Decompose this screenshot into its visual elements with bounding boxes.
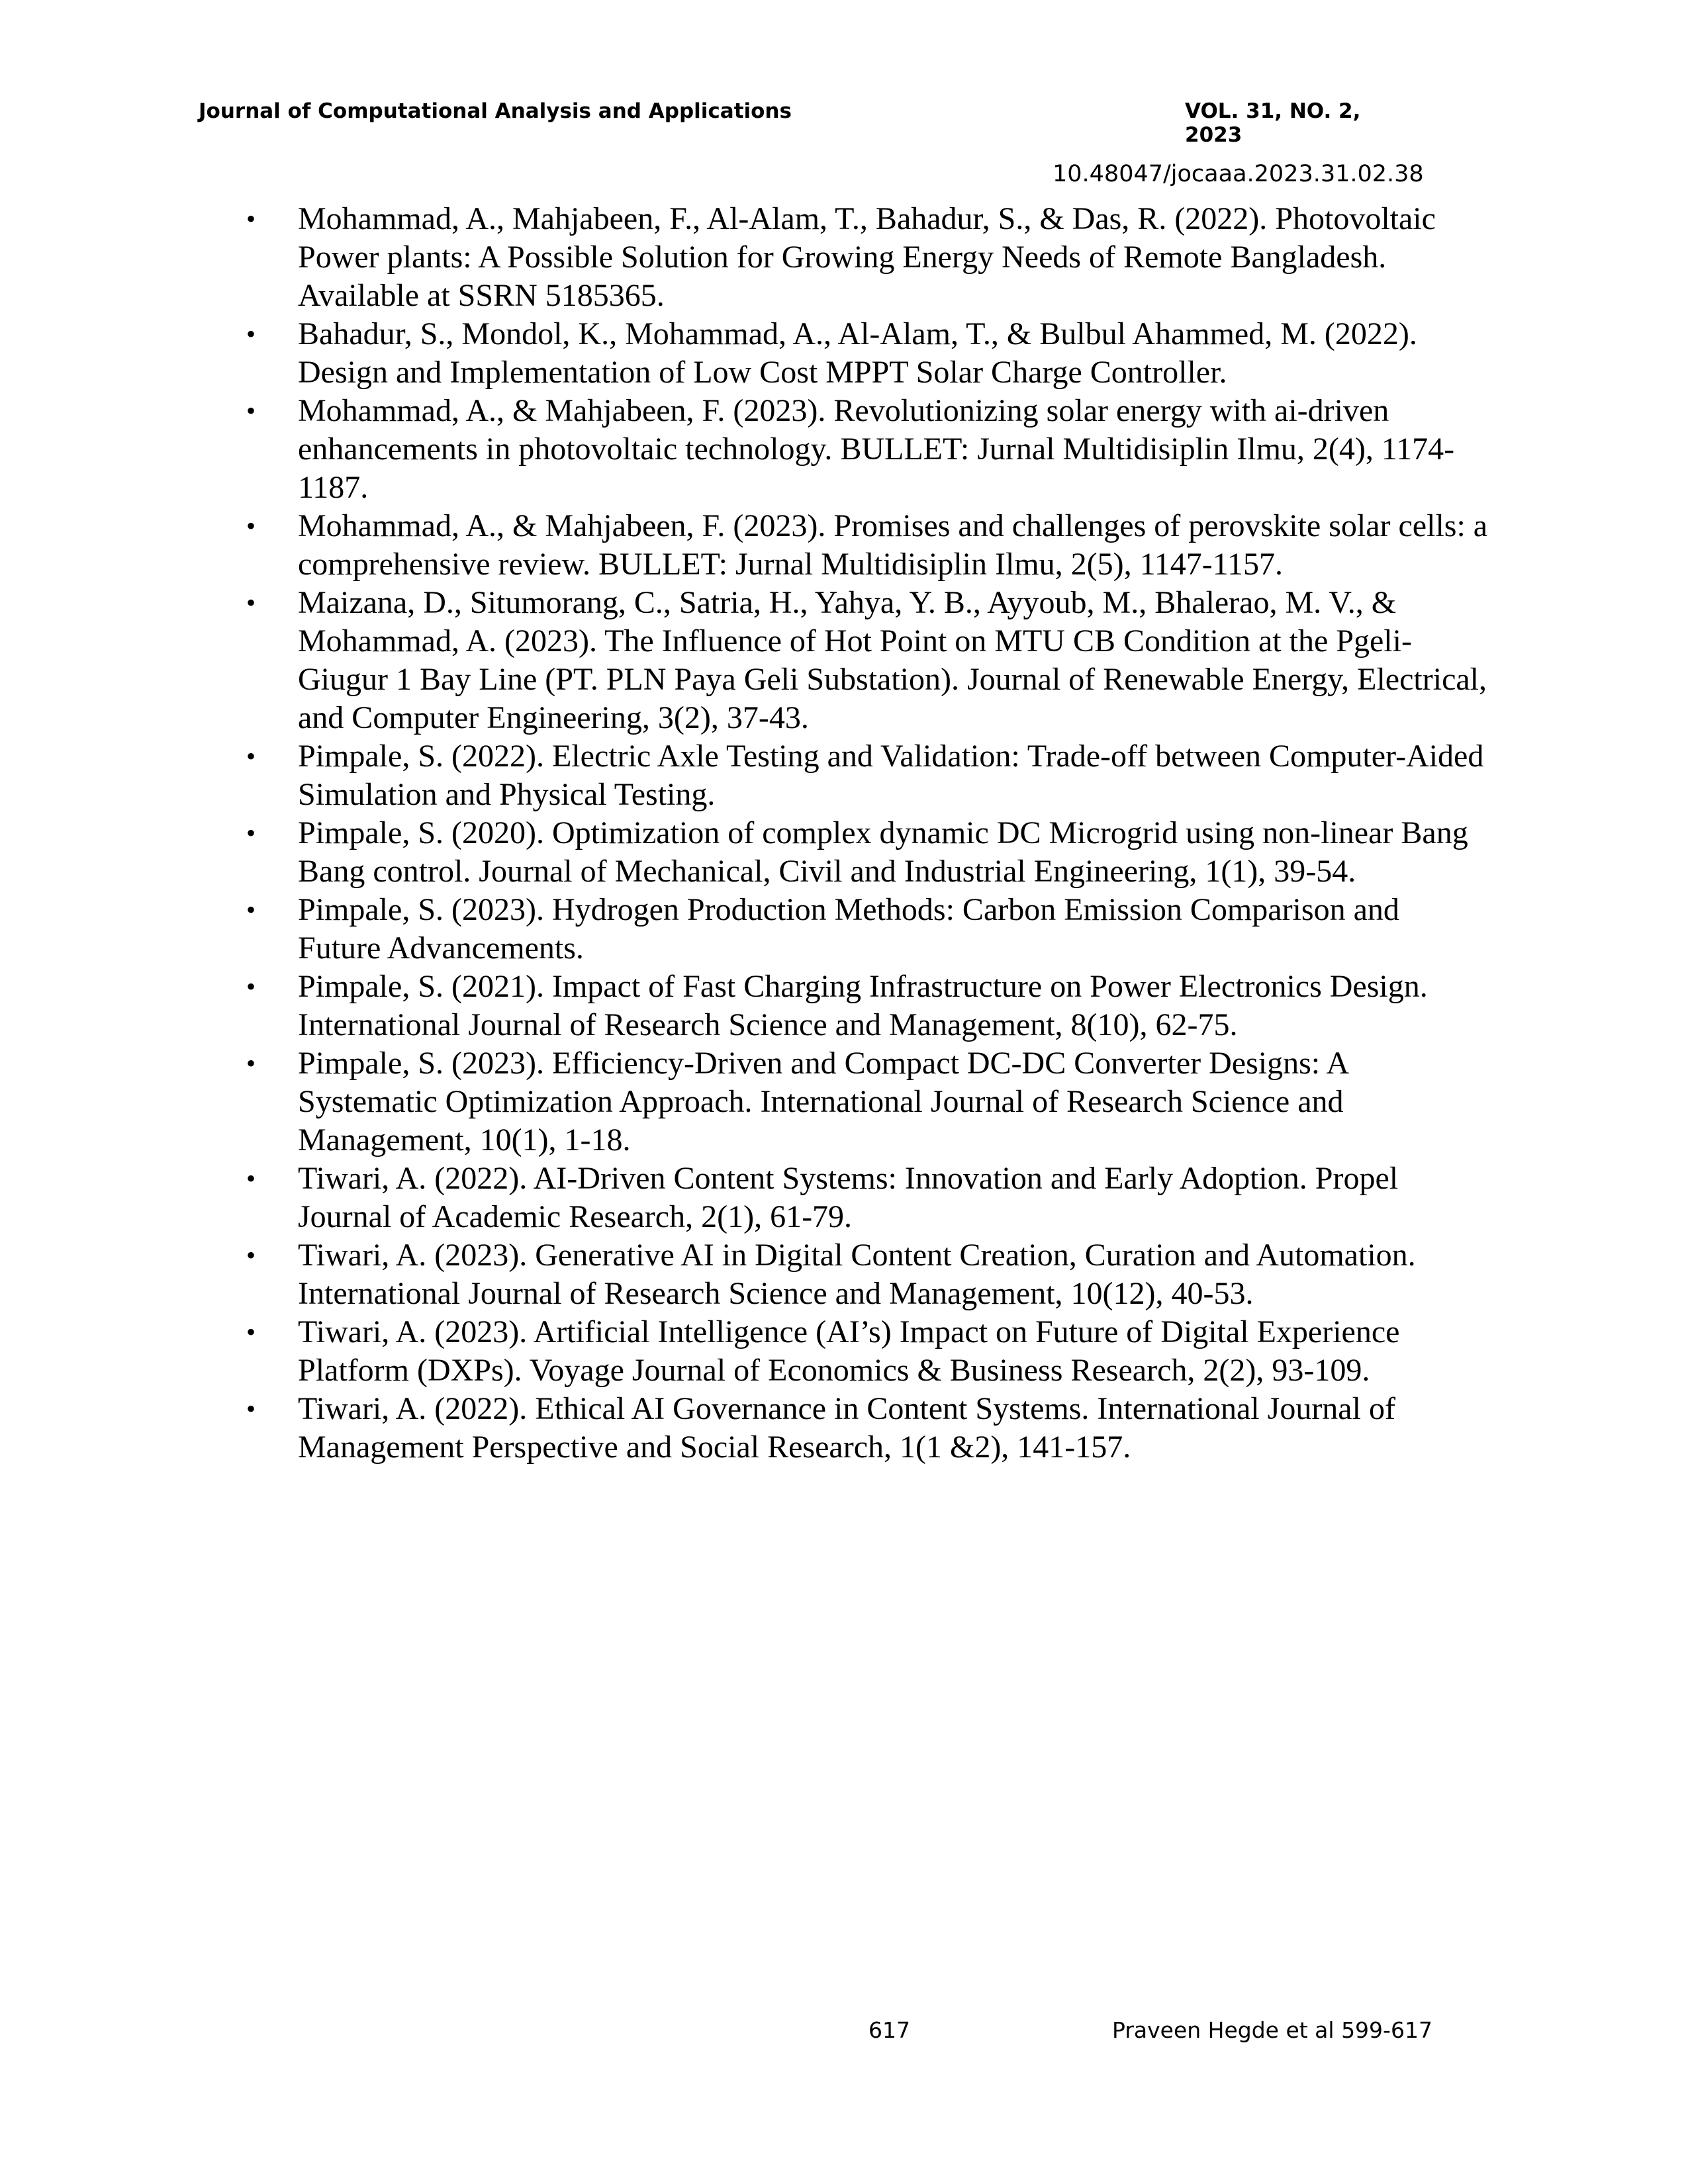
reference-item [246,891,1489,968]
bullet-icon: • [246,1048,256,1078]
bullet-icon: • [246,511,256,541]
reference-text: Tiwari, A. (2023). Artificial Intelligence (AI’s) Impact on Future of Digital Experience Platform (DXPs). Voyage Journal of Economics & Business Research, 2(2), 93-109. [298,1314,1400,1388]
bullet-icon: • [246,1317,256,1347]
bullet-icon: • [246,895,256,925]
reference-item [246,968,1489,1044]
journal-name: Journal of Computational Analysis and Applications [199,99,792,123]
bullet-icon: • [246,1163,256,1193]
reference-text: Tiwari, A. (2023). Generative AI in Digital Content Creation, Curation and Automation. International Journal of Research Science and Management, 10(12), 40-53. [298,1238,1416,1311]
reference-item [246,1313,1489,1390]
reference-text: Tiwari, A. (2022). Ethical AI Governance in Content Systems. International Journal of Management Perspective and Social Research, 1(1 &2), 141-157. [298,1391,1395,1465]
running-header [199,99,1423,147]
reference-text: Mohammad, A., Mahjabeen, F., Al-Alam, T., Bahadur, S., & Das, R. (2022). Photovoltaic Power plants: A Possible Solution for Growing Energy Needs of Remote Bangladesh. Available at SSRN 5185365. [298,201,1436,313]
reference-text: Pimpale, S. (2023). Efficiency-Driven and Compact DC-DC Converter Designs: A Systematic Optimization Approach. International Journal of Research Science and Management, 10(1), 1-18. [298,1046,1348,1158]
reference-item [246,1236,1489,1313]
reference-text: Mohammad, A., & Mahjabeen, F. (2023). Promises and challenges of perovskite solar cells: a comprehensive review. BULLET: Jurnal Multidisiplin Ilmu, 2(5), 1147-1157. [298,508,1488,582]
reference-text: Pimpale, S. (2021). Impact of Fast Charging Infrastructure on Power Electronics Design. International Journal of Research Science and Management, 8(10), 62-75. [298,969,1428,1042]
reference-text: Tiwari, A. (2022). AI-Driven Content Systems: Innovation and Early Adoption. Propel Journal of Academic Research, 2(1), 61-79. [298,1161,1399,1234]
bullet-icon: • [246,741,256,771]
bullet-icon: • [246,1394,256,1424]
bullet-icon: • [246,1240,256,1270]
reference-text: Pimpale, S. (2020). Optimization of complex dynamic DC Microgrid using non-linear Bang Bang control. Journal of Mechanical, Civil and Industrial Engineering, 1(1), 39-54. [298,815,1468,889]
bullet-icon: • [246,396,256,426]
reference-item [246,1390,1489,1467]
reference-text: Mohammad, A., & Mahjabeen, F. (2023). Revolutionizing solar energy with ai-driven enhancements in photovoltaic technology. BULLET: Jurnal Multidisiplin Ilmu, 2(4), 1174-1187. [298,393,1455,505]
page-credit: Praveen Hegde et al 599-617 [1112,2017,1432,2043]
reference-item [246,507,1489,584]
reference-text: Pimpale, S. (2022). Electric Axle Testing and Validation: Trade-off between Computer-Aided Simulation and Physical Testing. [298,739,1484,812]
reference-item [246,1044,1489,1160]
reference-item [246,814,1489,891]
reference-text: Maizana, D., Situmorang, C., Satria, H., Yahya, Y. B., Ayyoub, M., Bhalerao, M. V., & Mohammad, A. (2023). The Influence of Hot Point on MTU CB Condition at the Pgeli-Giugur 1 Bay Line (PT. PLN Paya Geli Substation). Journal of Renewable Energy, Electrical, and Computer Engineering, 3(2), 37-43. [298,585,1487,735]
reference-item [246,1160,1489,1236]
reference-item [246,392,1489,507]
page-number: 617 [868,2017,910,2043]
volume-info: VOL. 31, NO. 2, 2023 [1185,99,1361,147]
bullet-icon: • [246,818,256,848]
reference-text: Pimpale, S. (2023). Hydrogen Production Methods: Carbon Emission Comparison and Future Advancements. [298,892,1399,966]
bullet-icon: • [246,204,256,234]
bullet-icon: • [246,319,256,349]
reference-item [246,200,1489,315]
reference-list [246,200,1489,1467]
reference-item [246,315,1489,392]
reference-text: Bahadur, S., Mondol, K., Mohammad, A., Al-Alam, T., & Bulbul Ahammed, M. (2022). Design and Implementation of Low Cost MPPT Solar Charge Controller. [298,316,1417,390]
page-footer [0,2017,1688,2050]
doi: 10.48047/jocaaa.2023.31.02.38 [1053,161,1424,187]
reference-item [246,737,1489,814]
reference-item [246,584,1489,737]
bullet-icon: • [246,588,256,617]
bullet-icon: • [246,972,256,1001]
